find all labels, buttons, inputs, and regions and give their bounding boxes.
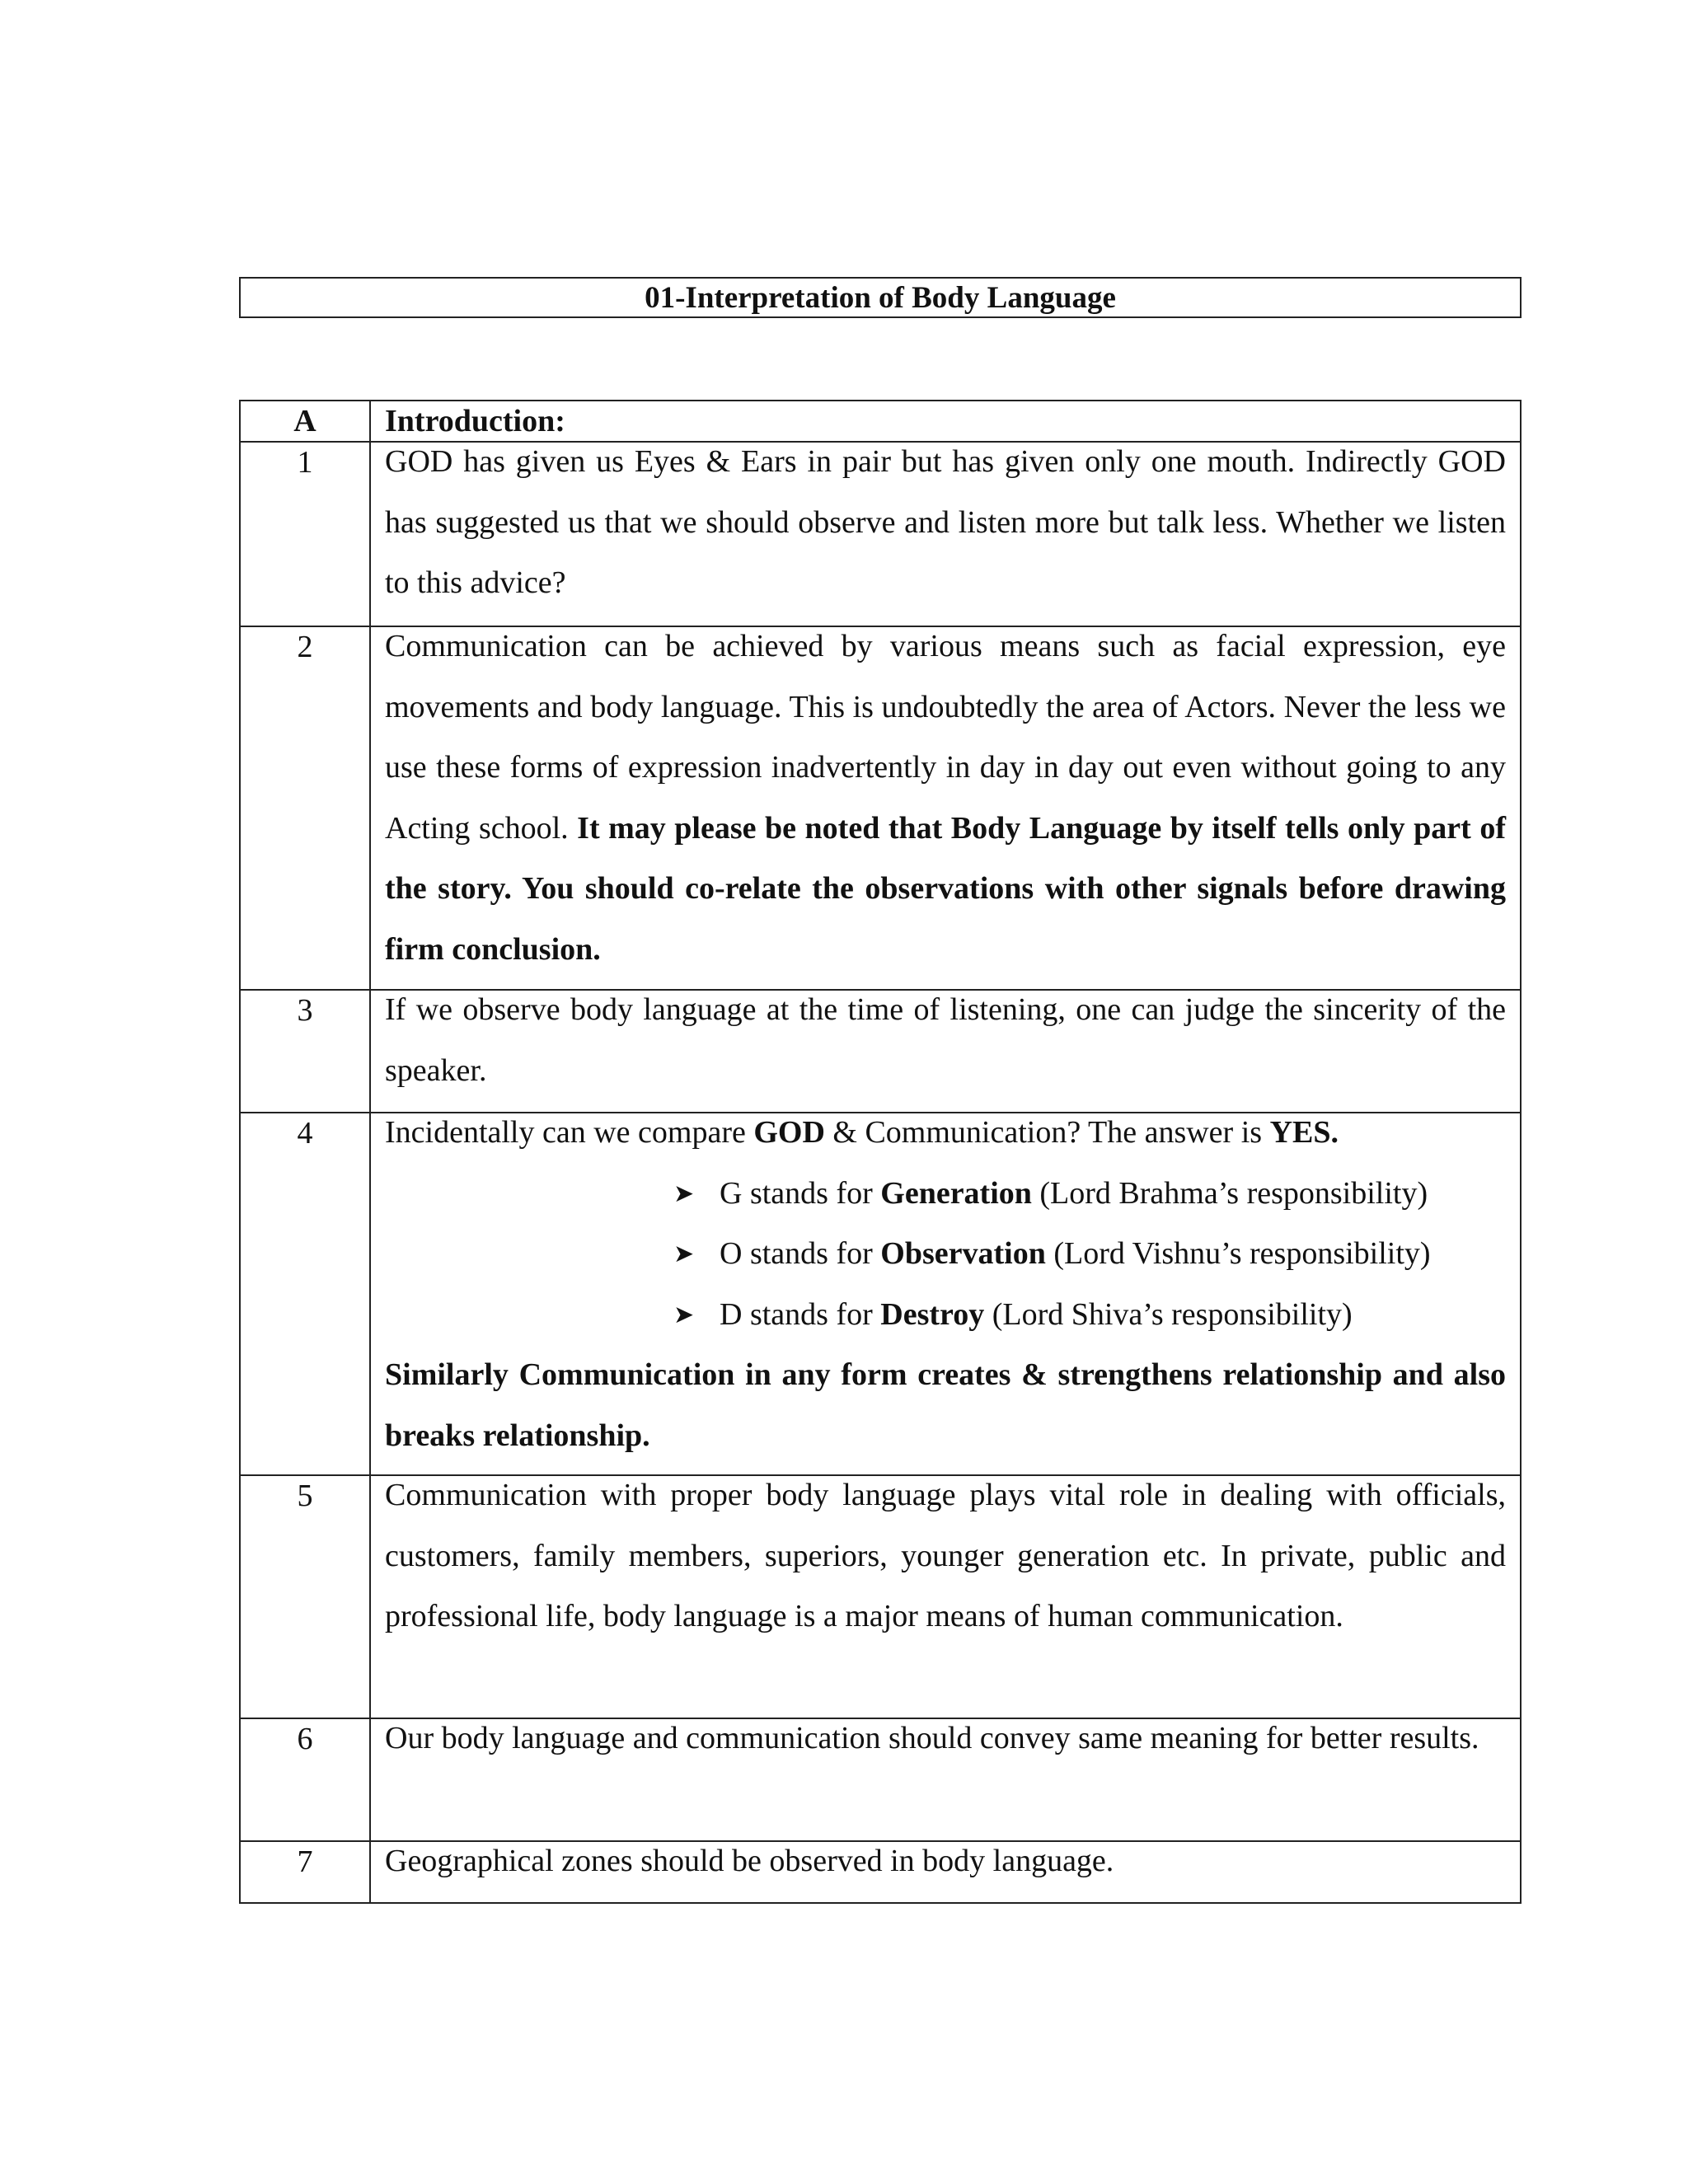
- row-intro: [385, 1103, 1506, 1164]
- row-paragraph: [385, 616, 1506, 980]
- list-item: [673, 1285, 1506, 1346]
- row-number: 3: [240, 990, 370, 1113]
- row-text: [370, 1718, 1521, 1841]
- bullet-text: (Lord Vishnu’s responsibility): [1045, 1236, 1431, 1271]
- row-paragraph: Communication with proper body language plays vital role in dealing with officials, customers, family members, superiors, younger generation etc. In private, public and professional life, body language is a major means of human communication.: [385, 1478, 1506, 1633]
- table-row: [240, 1113, 1521, 1475]
- arrow-right-icon: ➤: [673, 1179, 695, 1207]
- bullet-text: G stands for: [720, 1175, 881, 1211]
- row-text: [370, 442, 1521, 626]
- intro-text: Incidentally can we compare: [385, 1115, 754, 1150]
- god-bullet-list: [385, 1164, 1506, 1346]
- row-number: 7: [240, 1841, 370, 1903]
- introduction-table: [239, 400, 1522, 1904]
- row-text: [370, 1841, 1521, 1903]
- arrow-right-icon: ➤: [673, 1301, 695, 1329]
- row-number: 4: [240, 1113, 370, 1475]
- list-item: [673, 1224, 1506, 1285]
- bullet-text: (Lord Brahma’s responsibility): [1031, 1175, 1428, 1211]
- section-heading: Introduction:: [370, 401, 1521, 442]
- table-row: [240, 1841, 1521, 1903]
- intro-text: & Communication? The answer is: [824, 1115, 1270, 1150]
- table-row: [240, 990, 1521, 1113]
- row-text: [370, 626, 1521, 990]
- bullet-text: O stands for: [720, 1236, 881, 1271]
- intro-bold-god: GOD: [753, 1115, 825, 1150]
- bullet-key: Observation: [880, 1236, 1046, 1271]
- row-text: [370, 1475, 1521, 1718]
- bullet-key: Destroy: [880, 1296, 985, 1332]
- row-plain-text: Communication can be achieved by various means such as facial expression, eye movements and body language. This is undoubtedly the area of Actors. Never the less we use these forms of expression inadvertently in day in day out even without going to any Acting school.: [385, 629, 1506, 846]
- arrow-right-icon: ➤: [673, 1240, 695, 1268]
- bullet-text: (Lord Shiva’s responsibility): [984, 1296, 1353, 1332]
- row-paragraph: Geographical zones should be observed in body language.: [385, 1844, 1114, 1878]
- row-bold-note: It may please be noted that Body Language by itself tells only part of the story. You should co-relate the observations with other signals before drawing firm conclusion.: [385, 810, 1506, 967]
- row-number: 1: [240, 442, 370, 626]
- document-title: 01-Interpretation of Body Language: [645, 280, 1116, 315]
- row-number: 2: [240, 626, 370, 990]
- section-label: A: [240, 401, 370, 442]
- row-paragraph: [385, 1103, 1506, 1466]
- table-row: [240, 626, 1521, 990]
- row-number: 6: [240, 1718, 370, 1841]
- row-text: [370, 990, 1521, 1113]
- row-number: 5: [240, 1475, 370, 1718]
- table-row: [240, 442, 1521, 626]
- bullet-text: D stands for: [720, 1296, 881, 1332]
- list-item: [673, 1164, 1506, 1225]
- row-text: [370, 1113, 1521, 1475]
- row-closing-statement: Similarly Communication in any form creates & strengthens relationship and also breaks relationship.: [385, 1357, 1506, 1453]
- row-paragraph: GOD has given us Eyes & Ears in pair but has given only one mouth. Indirectly GOD has suggested us that we should observe and listen more but talk less. Whether we listen to this advice?: [385, 444, 1506, 600]
- intro-bold-yes: YES.: [1269, 1115, 1339, 1150]
- table-row: [240, 1718, 1521, 1841]
- table-row: [240, 1475, 1521, 1718]
- row-paragraph: If we observe body language at the time of listening, one can judge the sincerity of the speaker.: [385, 992, 1506, 1088]
- bullet-key: Generation: [880, 1175, 1032, 1211]
- document-title-box: [239, 277, 1522, 318]
- row-paragraph: Our body language and communication should convey same meaning for better results.: [385, 1721, 1479, 1755]
